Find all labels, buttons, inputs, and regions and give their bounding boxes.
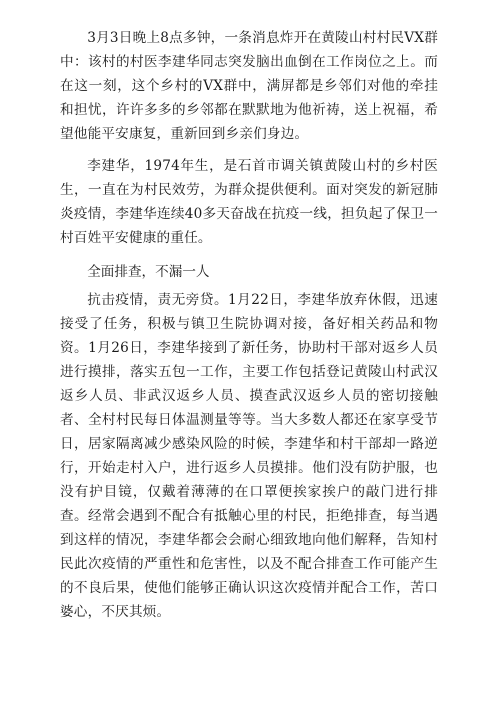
section-heading: 全面排查，不漏一人 xyxy=(87,264,210,280)
paragraph-screening-work: 抗击疫情，责无旁贷。1月22日，李建华放弃休假，迅速接受了任务，积极与镇卫生院协调对接，备好相关药品和物资。1月26日，李建华接到了新任务，协助村干部对返乡人员进行摸排，落实五包一工作，主要工作包括登记黄陵山村武汉返乡人员、非武汉返乡人员、摸查武汉返乡人员的密切接触者、全村村民每日体温测量等等。当大多数人都还在家享受节日，居家隔离减少感染风险的时候，李建华和村干部却一路逆行，开始走村入户，进行返乡人员摸排。他们没有防护服，也没有护目镜，仅戴着薄薄的在口罩便挨家挨户的敲门进行排查。经常会遇到不配合有抵触心里的村民，拒绝排查，每当遇到这样的情况，李建华都会会耐心细致地向他们解释，告知村民此次疫情的严重性和危害性，以及不配合排查工作可能产生的不良后果，使他们能够正确认识这次疫情并配合工作，苦口婆心，不厌其烦。 xyxy=(60,292,438,620)
paragraph-biography: 李建华，1974年生，是石首市调关镇黄陵山村的乡村医生，一直在为村民效劳，为群众提供便利。面对突发的新冠肺炎疫情，李建华连续40多天奋战在抗疫一线，担负起了保卫一村百姓平安健康的重任。 xyxy=(60,158,438,246)
paragraph-news-alert: 3月3日晚上8点多钟，一条消息炸开在黄陵山村村民VX群中：该村的村医李建华同志突发脑出血倒在工作岗位之上。而在这一刻，这个乡村的VX群中，满屏都是乡邻们对他的牵挂和担忧，许许多多的乡邻都在默默地为他祈祷，送上祝福，希望他能平安康复，重新回到乡亲们身边。 xyxy=(60,30,438,142)
